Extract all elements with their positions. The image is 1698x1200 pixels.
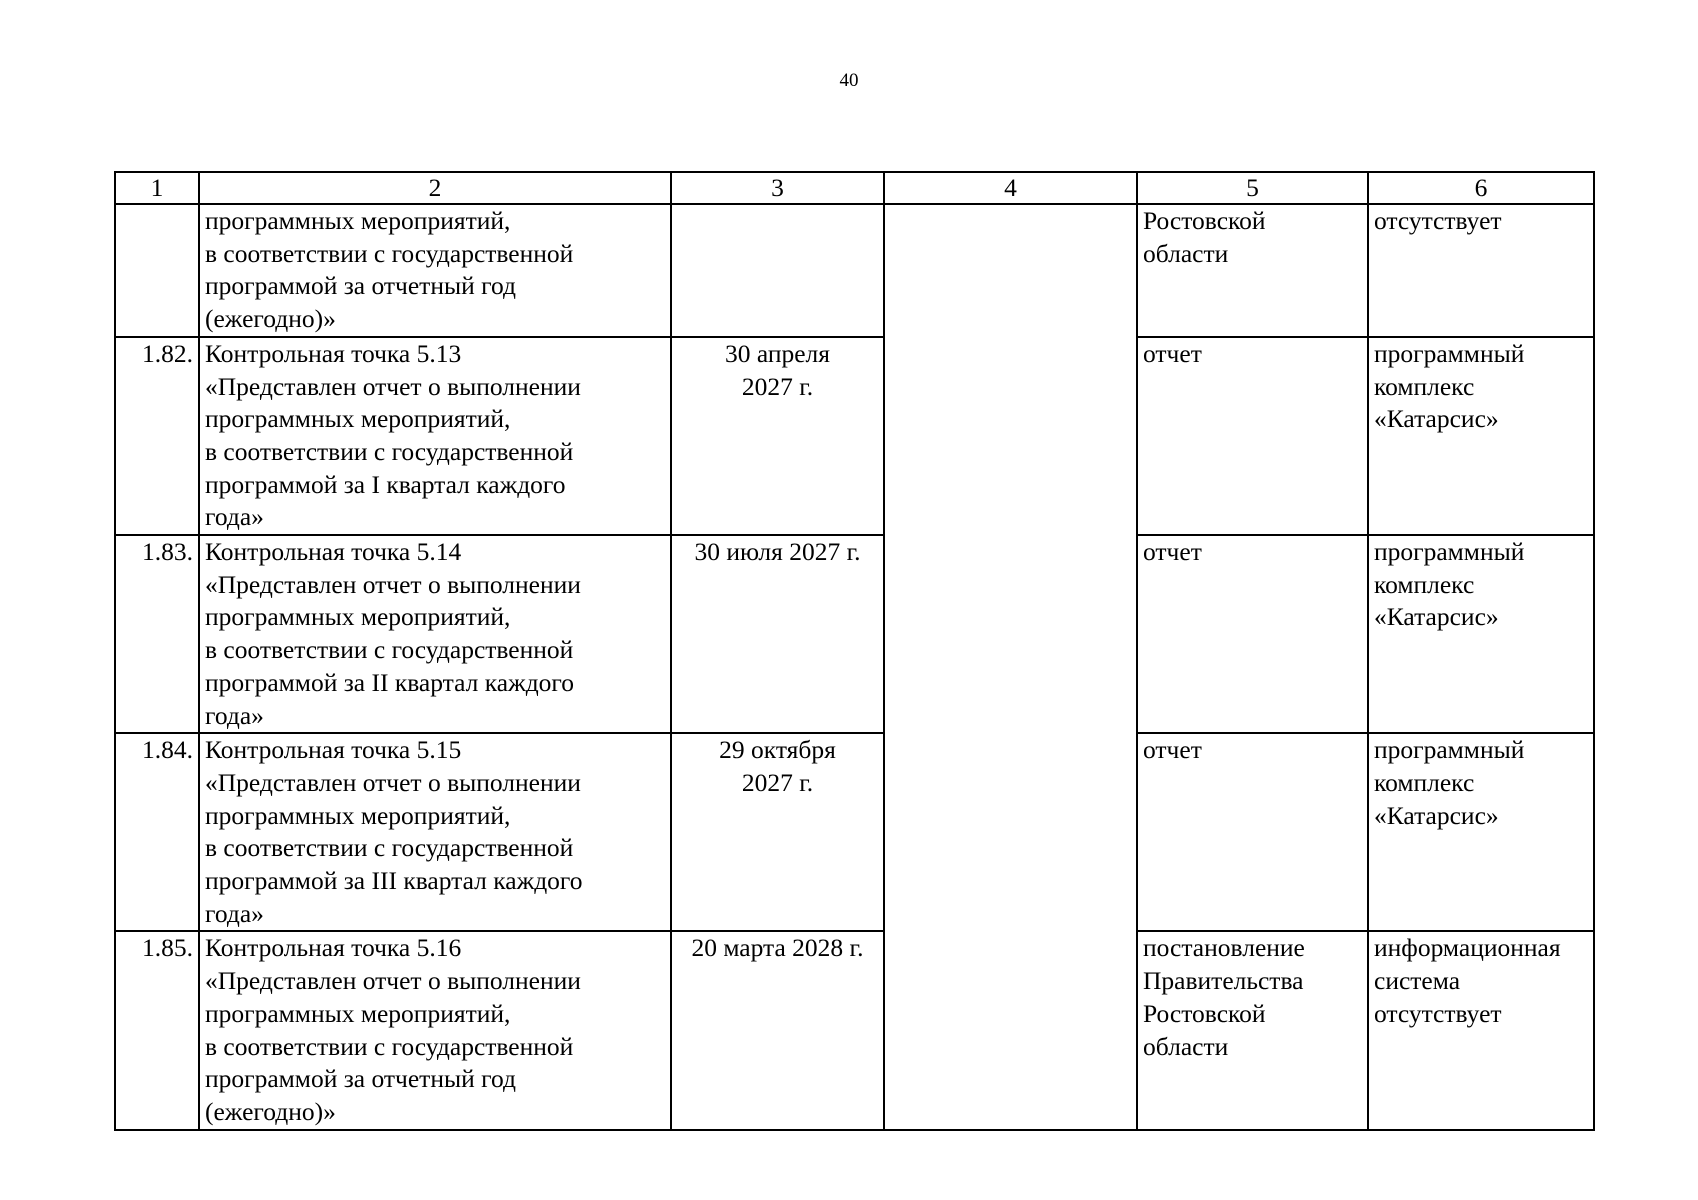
page-number: 40 bbox=[839, 70, 859, 91]
row-description: Контрольная точка 5.13 «Представлен отчет о выполнении программных мероприятий, в соответствии с государственной программой за I квартал каждого года» bbox=[199, 337, 671, 535]
row-document: Ростовской области bbox=[1137, 204, 1368, 337]
column-4-merged-cell bbox=[884, 204, 1137, 1130]
row-system: отсутствует bbox=[1368, 204, 1594, 337]
row-system: программный комплекс «Катарсис» bbox=[1368, 337, 1594, 535]
column-header: 4 bbox=[884, 172, 1137, 204]
row-number: 1.82. bbox=[115, 337, 199, 535]
row-document: постановление Правительства Ростовской области bbox=[1137, 931, 1368, 1129]
row-date bbox=[671, 204, 884, 337]
row-document: отчет bbox=[1137, 535, 1368, 733]
column-header: 6 bbox=[1368, 172, 1594, 204]
row-description: Контрольная точка 5.16 «Представлен отчет о выполнении программных мероприятий, в соответствии с государственной программой за отчетный год (ежегодно)» bbox=[199, 931, 671, 1129]
row-date: 30 апреля 2027 г. bbox=[671, 337, 884, 535]
row-number: 1.85. bbox=[115, 931, 199, 1129]
row-number: 1.84. bbox=[115, 733, 199, 931]
row-description: программных мероприятий, в соответствии с государственной программой за отчетный год (ежегодно)» bbox=[199, 204, 671, 337]
row-document: отчет bbox=[1137, 337, 1368, 535]
row-date: 20 марта 2028 г. bbox=[671, 931, 884, 1129]
control-points-table bbox=[114, 171, 1595, 1131]
row-system: программный комплекс «Катарсис» bbox=[1368, 733, 1594, 931]
table-row bbox=[115, 337, 1594, 535]
row-date: 29 октября 2027 г. bbox=[671, 733, 884, 931]
column-header: 5 bbox=[1137, 172, 1368, 204]
column-header: 3 bbox=[671, 172, 884, 204]
table-row bbox=[115, 733, 1594, 931]
row-description: Контрольная точка 5.15 «Представлен отчет о выполнении программных мероприятий, в соответствии с государственной программой за III квартал каждого года» bbox=[199, 733, 671, 931]
row-number bbox=[115, 204, 199, 337]
table-header-row bbox=[115, 172, 1594, 204]
row-system: программный комплекс «Катарсис» bbox=[1368, 535, 1594, 733]
table-row bbox=[115, 535, 1594, 733]
row-document: отчет bbox=[1137, 733, 1368, 931]
table-row bbox=[115, 204, 1594, 337]
column-header: 1 bbox=[115, 172, 199, 204]
row-number: 1.83. bbox=[115, 535, 199, 733]
column-header: 2 bbox=[199, 172, 671, 204]
row-description: Контрольная точка 5.14 «Представлен отчет о выполнении программных мероприятий, в соответствии с государственной программой за II квартал каждого года» bbox=[199, 535, 671, 733]
row-date: 30 июля 2027 г. bbox=[671, 535, 884, 733]
row-system: информационная система отсутствует bbox=[1368, 931, 1594, 1129]
table-row bbox=[115, 931, 1594, 1129]
